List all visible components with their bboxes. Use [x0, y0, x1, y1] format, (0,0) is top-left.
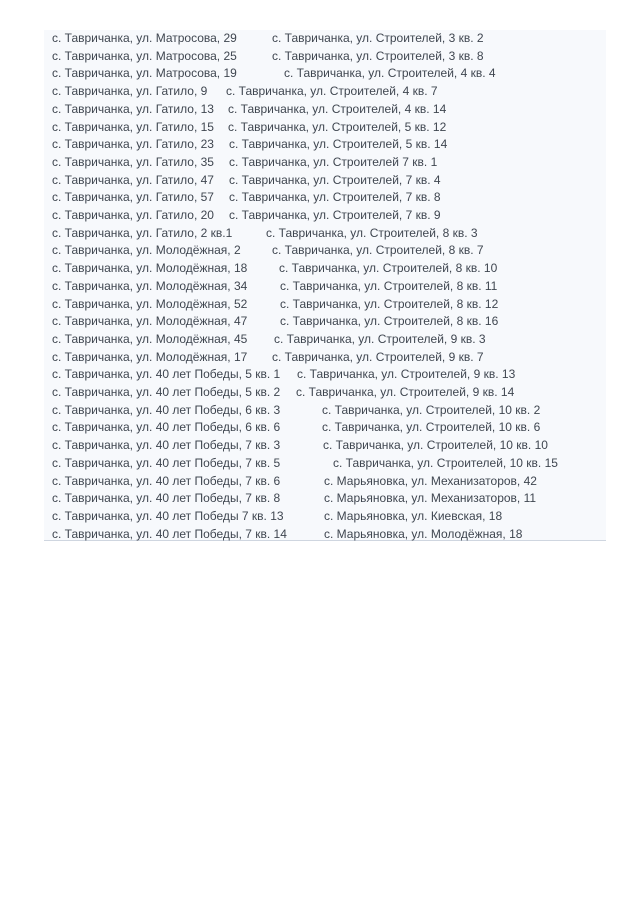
address-left: с. Тавричанка, ул. Молодёжная, 52 — [52, 296, 248, 311]
address-right: с. Тавричанка, ул. Строителей, 10 кв. 6 — [322, 420, 541, 435]
address-left: с. Тавричанка, ул. Молодёжная, 47 — [52, 314, 248, 329]
address-right: с. Марьяновка, ул. Киевская, 18 — [324, 508, 503, 523]
address-row — [52, 119, 446, 137]
address-right: с. Марьяновка, ул. Механизаторов, 42 — [324, 473, 537, 488]
address-row — [52, 402, 540, 420]
address-row — [52, 526, 522, 544]
address-right: с. Тавричанка, ул. Строителей, 3 кв. 8 — [272, 48, 484, 63]
address-row — [52, 455, 558, 473]
address-left: с. Тавричанка, ул. 40 лет Победы, 7 кв. 8 — [52, 491, 281, 506]
address-right: с. Тавричанка, ул. Строителей, 4 кв. 14 — [228, 101, 447, 116]
address-table — [44, 30, 606, 541]
address-row — [52, 384, 514, 402]
address-row — [52, 189, 441, 207]
address-row — [52, 349, 484, 367]
address-left: с. Тавричанка, ул. 40 лет Победы 7 кв. 13 — [52, 508, 284, 523]
address-left: с. Тавричанка, ул. 40 лет Победы, 6 кв. 6 — [52, 420, 281, 435]
address-right: с. Тавричанка, ул. Строителей, 10 кв. 15 — [333, 455, 558, 470]
address-left: с. Тавричанка, ул. 40 лет Победы, 7 кв. 6 — [52, 473, 281, 488]
address-row — [52, 490, 536, 508]
address-left: с. Тавричанка, ул. Молодёжная, 34 — [52, 278, 248, 293]
address-right: с. Тавричанка, ул. Строителей, 8 кв. 7 — [272, 243, 484, 258]
address-left: с. Тавричанка, ул. Гатило, 35 — [52, 154, 214, 169]
address-left: с. Тавричанка, ул. Матросова, 25 — [52, 48, 237, 63]
address-right: с. Тавричанка, ул. Строителей, 9 кв. 3 — [274, 331, 486, 346]
address-right: с. Тавричанка, ул. Строителей, 5 кв. 12 — [228, 119, 447, 134]
address-left: с. Тавричанка, ул. 40 лет Победы, 6 кв. 3 — [52, 402, 281, 417]
address-left: с. Тавричанка, ул. Гатило, 47 — [52, 172, 214, 187]
address-left: с. Тавричанка, ул. Гатило, 2 кв.1 — [52, 225, 233, 240]
address-right: с. Тавричанка, ул. Строителей, 8 кв. 3 — [266, 225, 478, 240]
address-right: с. Тавричанка, ул. Строителей, 8 кв. 10 — [279, 261, 498, 276]
address-right: с. Тавричанка, ул. Строителей, 3 кв. 2 — [272, 31, 484, 45]
address-row — [52, 242, 484, 260]
address-row — [52, 48, 484, 66]
address-left: с. Тавричанка, ул. Гатило, 23 — [52, 137, 214, 152]
address-row — [52, 473, 537, 491]
address-row — [52, 437, 548, 455]
address-row — [52, 331, 486, 349]
address-left: с. Тавричанка, ул. Гатило, 13 — [52, 101, 214, 116]
address-row — [52, 101, 446, 119]
address-row — [52, 508, 502, 526]
address-right: с. Тавричанка, ул. Строителей, 9 кв. 14 — [296, 385, 515, 399]
address-row — [52, 172, 441, 190]
address-left: с. Тавричанка, ул. Гатило, 15 — [52, 119, 214, 134]
address-left: с. Тавричанка, ул. Гатило, 20 — [52, 208, 214, 222]
address-right: с. Тавричанка, ул. Строителей, 4 кв. 7 — [226, 84, 438, 99]
address-row — [52, 296, 498, 314]
address-left: с. Тавричанка, ул. 40 лет Победы, 7 кв. 5 — [52, 455, 281, 470]
address-right: с. Тавричанка, ул. Строителей, 10 кв. 2 — [322, 402, 541, 417]
address-row — [52, 366, 515, 384]
address-row — [52, 65, 496, 83]
address-row — [52, 278, 497, 296]
address-right: с. Тавричанка, ул. Строителей, 5 кв. 14 — [229, 137, 448, 152]
address-right: с. Тавричанка, ул. Строителей, 10 кв. 10 — [323, 438, 548, 453]
address-right: с. Марьяновка, ул. Молодёжная, 18 — [324, 526, 523, 541]
address-left: с. Тавричанка, ул. Молодёжная, 2 — [52, 243, 241, 258]
address-right: с. Тавричанка, ул. Строителей, 8 кв. 11 — [280, 278, 498, 293]
address-left: с. Тавричанка, ул. 40 лет Победы, 7 кв. 3 — [52, 438, 281, 453]
address-right: с. Тавричанка, ул. Строителей, 8 кв. 12 — [280, 296, 499, 311]
address-right: с. Тавричанка, ул. Строителей, 7 кв. 9 — [229, 208, 441, 222]
address-left: с. Тавричанка, ул. Матросова, 29 — [52, 31, 237, 45]
address-left: с. Тавричанка, ул. Молодёжная, 18 — [52, 261, 248, 276]
address-row — [52, 136, 447, 154]
address-left: с. Тавричанка, ул. Матросова, 19 — [52, 66, 237, 81]
address-row — [52, 154, 437, 172]
address-right: с. Тавричанка, ул. Строителей, 7 кв. 4 — [229, 172, 441, 187]
address-right: с. Тавричанка, ул. Строителей, 9 кв. 13 — [297, 367, 516, 382]
address-left: с. Тавричанка, ул. Гатило, 57 — [52, 190, 214, 205]
address-left: с. Тавричанка, ул. 40 лет Победы, 5 кв. 2 — [52, 385, 281, 399]
address-row — [52, 225, 478, 243]
address-left: с. Тавричанка, ул. Гатило, 9 — [52, 84, 208, 99]
address-row — [52, 83, 438, 101]
address-row — [52, 207, 441, 225]
address-left: с. Тавричанка, ул. 40 лет Победы, 5 кв. 1 — [52, 367, 281, 382]
address-left: с. Тавричанка, ул. Молодёжная, 45 — [52, 331, 248, 346]
address-row — [52, 260, 497, 278]
address-row — [52, 30, 484, 48]
address-left: с. Тавричанка, ул. 40 лет Победы, 7 кв. 14 — [52, 526, 287, 541]
address-row — [52, 419, 540, 437]
address-row — [52, 313, 498, 331]
address-right: с. Марьяновка, ул. Механизаторов, 11 — [324, 491, 537, 506]
address-right: с. Тавричанка, ул. Строителей, 4 кв. 4 — [284, 66, 496, 81]
address-right: с. Тавричанка, ул. Строителей, 9 кв. 7 — [272, 349, 484, 364]
address-right: с. Тавричанка, ул. Строителей 7 кв. 1 — [229, 154, 438, 169]
address-right: с. Тавричанка, ул. Строителей, 8 кв. 16 — [280, 314, 499, 329]
address-left: с. Тавричанка, ул. Молодёжная, 17 — [52, 349, 248, 364]
address-right: с. Тавричанка, ул. Строителей, 7 кв. 8 — [229, 190, 441, 205]
